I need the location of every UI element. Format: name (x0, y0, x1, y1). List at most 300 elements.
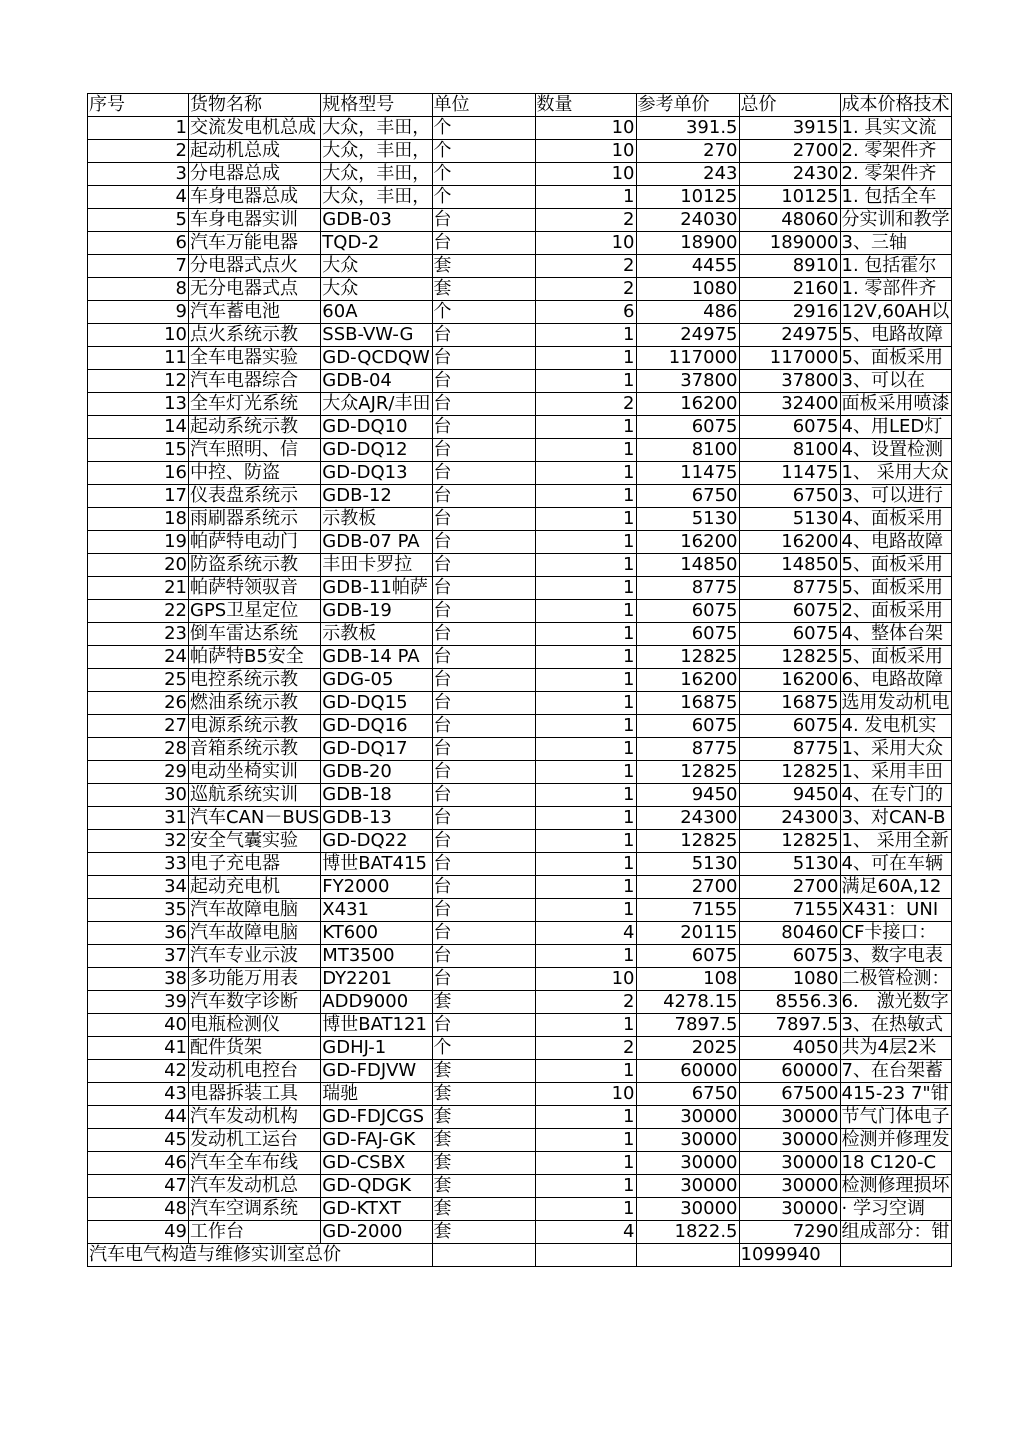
item-quantity[interactable]: 1 (535, 761, 636, 784)
item-quantity[interactable]: 1 (535, 945, 636, 968)
column-header[interactable]: 总价 (739, 94, 840, 117)
item-name[interactable]: 无分电器式点 (189, 278, 321, 301)
item-quantity[interactable]: 10 (535, 140, 636, 163)
empty-cell[interactable] (636, 1244, 739, 1267)
item-name[interactable]: GPS卫星定位 (189, 600, 321, 623)
item-tech-spec[interactable]: 3、对CAN-B (840, 807, 951, 830)
column-header[interactable]: 规格型号 (321, 94, 432, 117)
item-total[interactable]: 6075 (739, 945, 840, 968)
item-total[interactable]: 24300 (739, 807, 840, 830)
item-unit-price[interactable]: 16200 (636, 393, 739, 416)
item-unit-price[interactable]: 30000 (636, 1129, 739, 1152)
row-number[interactable]: 17 (88, 485, 189, 508)
item-unit[interactable]: 台 (432, 393, 535, 416)
item-unit-price[interactable]: 6075 (636, 600, 739, 623)
item-tech-spec[interactable]: 1. 包括全车 (840, 186, 951, 209)
item-quantity[interactable]: 1 (535, 531, 636, 554)
grand-total[interactable]: 1099940 (739, 1244, 840, 1267)
item-unit[interactable]: 台 (432, 1014, 535, 1037)
row-number[interactable]: 2 (88, 140, 189, 163)
row-number[interactable]: 31 (88, 807, 189, 830)
item-unit[interactable]: 个 (432, 301, 535, 324)
item-tech-spec[interactable]: 3、可以进行 (840, 485, 951, 508)
item-spec[interactable]: GD-DQ22 (321, 830, 432, 853)
row-number[interactable]: 35 (88, 899, 189, 922)
item-unit-price[interactable]: 30000 (636, 1152, 739, 1175)
item-spec[interactable]: GD-QDGK (321, 1175, 432, 1198)
row-number[interactable]: 9 (88, 301, 189, 324)
item-tech-spec[interactable]: 共为4层2米 (840, 1037, 951, 1060)
item-name[interactable]: 起动机总成 (189, 140, 321, 163)
row-number[interactable]: 27 (88, 715, 189, 738)
row-number[interactable]: 48 (88, 1198, 189, 1221)
item-unit-price[interactable]: 14850 (636, 554, 739, 577)
row-number[interactable]: 26 (88, 692, 189, 715)
item-unit[interactable]: 台 (432, 347, 535, 370)
item-total[interactable]: 6075 (739, 623, 840, 646)
item-spec[interactable]: 瑞驰 (321, 1083, 432, 1106)
item-quantity[interactable]: 1 (535, 462, 636, 485)
item-spec[interactable]: GD-DQ12 (321, 439, 432, 462)
item-name[interactable]: 工作台 (189, 1221, 321, 1244)
item-total[interactable]: 3915 (739, 117, 840, 140)
item-spec[interactable]: GDB-03 (321, 209, 432, 232)
item-quantity[interactable]: 1 (535, 1198, 636, 1221)
item-total[interactable]: 60000 (739, 1060, 840, 1083)
item-tech-spec[interactable]: 3、三轴 (840, 232, 951, 255)
item-unit[interactable]: 台 (432, 324, 535, 347)
item-tech-spec[interactable]: 5、面板采用 (840, 347, 951, 370)
item-unit[interactable]: 台 (432, 370, 535, 393)
item-unit-price[interactable]: 6750 (636, 485, 739, 508)
item-name[interactable]: 分电器式点火 (189, 255, 321, 278)
item-unit[interactable]: 台 (432, 692, 535, 715)
item-total[interactable]: 8910 (739, 255, 840, 278)
item-quantity[interactable]: 1 (535, 1060, 636, 1083)
item-quantity[interactable]: 10 (535, 968, 636, 991)
item-name[interactable]: 起动系统示教 (189, 416, 321, 439)
item-unit-price[interactable]: 117000 (636, 347, 739, 370)
item-quantity[interactable]: 1 (535, 416, 636, 439)
item-tech-spec[interactable]: 4、整体台架 (840, 623, 951, 646)
item-spec[interactable]: 大众 (321, 278, 432, 301)
item-unit-price[interactable]: 60000 (636, 1060, 739, 1083)
item-unit-price[interactable]: 6075 (636, 945, 739, 968)
row-number[interactable]: 45 (88, 1129, 189, 1152)
item-spec[interactable]: GD-FAJ-GK (321, 1129, 432, 1152)
item-spec[interactable]: GD-FDJVW (321, 1060, 432, 1083)
item-unit-price[interactable]: 5130 (636, 508, 739, 531)
column-header[interactable]: 序号 (88, 94, 189, 117)
item-total[interactable]: 6075 (739, 600, 840, 623)
row-number[interactable]: 39 (88, 991, 189, 1014)
item-tech-spec[interactable]: 节气门体电子 (841, 1106, 950, 1127)
item-unit[interactable]: 台 (432, 209, 535, 232)
item-unit-price[interactable]: 37800 (636, 370, 739, 393)
item-total[interactable]: 48060 (739, 209, 840, 232)
item-name[interactable]: 电瓶检测仪 (189, 1014, 321, 1037)
item-quantity[interactable]: 1 (535, 784, 636, 807)
item-name[interactable]: 帕萨特B5安全 (189, 646, 321, 669)
item-unit[interactable]: 台 (432, 784, 535, 807)
item-unit-price[interactable]: 4278.15 (636, 991, 739, 1014)
item-spec[interactable]: KT600 (321, 922, 432, 945)
item-name[interactable]: 全车电器实验 (189, 347, 321, 370)
item-unit[interactable]: 套 (432, 1106, 535, 1129)
total-label[interactable]: 汽车电气构造与维修实训室总价 (88, 1244, 433, 1267)
item-unit-price[interactable]: 7155 (636, 899, 739, 922)
item-name[interactable]: 汽车空调系统 (189, 1198, 321, 1221)
item-total[interactable]: 12825 (739, 761, 840, 784)
item-unit-price[interactable]: 16875 (636, 692, 739, 715)
column-header[interactable]: 数量 (535, 94, 636, 117)
item-unit[interactable]: 台 (432, 899, 535, 922)
item-quantity[interactable]: 2 (535, 278, 636, 301)
item-unit[interactable]: 台 (432, 462, 535, 485)
row-number[interactable]: 21 (88, 577, 189, 600)
item-name[interactable]: 点火系统示教 (189, 324, 321, 347)
item-unit-price[interactable]: 18900 (636, 232, 739, 255)
row-number[interactable]: 23 (88, 623, 189, 646)
row-number[interactable]: 28 (88, 738, 189, 761)
item-total[interactable]: 24975 (739, 324, 840, 347)
row-number[interactable]: 25 (88, 669, 189, 692)
item-total[interactable]: 11475 (739, 462, 840, 485)
item-spec[interactable]: MT3500 (321, 945, 432, 968)
item-unit-price[interactable]: 24300 (636, 807, 739, 830)
item-unit[interactable]: 套 (432, 1083, 535, 1106)
item-unit[interactable]: 台 (432, 416, 535, 439)
item-tech-spec[interactable]: 6、电路故障 (840, 669, 951, 692)
item-total[interactable]: 6750 (739, 485, 840, 508)
item-quantity[interactable]: 1 (535, 508, 636, 531)
item-total[interactable]: 37800 (739, 370, 840, 393)
item-unit-price[interactable]: 30000 (636, 1175, 739, 1198)
item-total[interactable]: 2430 (739, 163, 840, 186)
item-total[interactable]: 30000 (739, 1129, 840, 1152)
item-tech-spec[interactable]: 4、可在车辆 (840, 853, 951, 876)
item-quantity[interactable]: 2 (535, 209, 636, 232)
item-spec[interactable]: GDB-19 (321, 600, 432, 623)
item-total[interactable]: 6075 (739, 715, 840, 738)
item-quantity[interactable]: 4 (535, 922, 636, 945)
item-quantity[interactable]: 1 (535, 876, 636, 899)
item-unit-price[interactable]: 30000 (636, 1198, 739, 1221)
item-unit-price[interactable]: 1822.5 (636, 1221, 739, 1244)
item-name[interactable]: 汽车全车布线 (189, 1152, 321, 1175)
item-total[interactable]: 30000 (739, 1175, 840, 1198)
row-number[interactable]: 34 (88, 876, 189, 899)
item-tech-spec[interactable]: 1、采用丰田 (840, 761, 951, 784)
row-number[interactable]: 1 (88, 117, 189, 140)
item-total[interactable]: 8775 (739, 577, 840, 600)
item-tech-spec[interactable]: 12V,60AH以 (841, 301, 950, 322)
item-spec[interactable]: 丰田卡罗拉 (321, 554, 432, 577)
item-name[interactable]: 发动机工运台 (189, 1129, 321, 1152)
item-spec[interactable]: 60A (321, 301, 432, 324)
item-quantity[interactable]: 1 (535, 669, 636, 692)
item-unit[interactable]: 台 (432, 623, 535, 646)
item-tech-spec[interactable]: 2. 零架件齐 (840, 140, 951, 163)
item-unit-price[interactable]: 10125 (636, 186, 739, 209)
item-spec[interactable]: GD-DQ17 (321, 738, 432, 761)
item-unit[interactable]: 台 (432, 577, 535, 600)
row-number[interactable]: 29 (88, 761, 189, 784)
item-unit[interactable]: 套 (432, 1129, 535, 1152)
item-spec[interactable]: GDB-20 (321, 761, 432, 784)
item-quantity[interactable]: 1 (535, 1152, 636, 1175)
item-tech-spec[interactable]: 组成部分：钳 (841, 1221, 950, 1242)
item-quantity[interactable]: 10 (535, 117, 636, 140)
item-quantity[interactable]: 1 (535, 186, 636, 209)
item-spec[interactable]: 大众，丰田， (322, 163, 431, 184)
item-name[interactable]: 电器拆装工具 (189, 1083, 321, 1106)
row-number[interactable]: 5 (88, 209, 189, 232)
item-unit-price[interactable]: 2700 (636, 876, 739, 899)
item-unit-price[interactable]: 108 (636, 968, 739, 991)
item-name[interactable]: 起动充电机 (189, 876, 321, 899)
item-total[interactable]: 80460 (739, 922, 840, 945)
item-name[interactable]: 雨刷器系统示 (189, 508, 321, 531)
item-quantity[interactable]: 2 (535, 1037, 636, 1060)
item-spec[interactable]: GDB-04 (321, 370, 432, 393)
item-unit[interactable]: 个 (432, 140, 535, 163)
item-total[interactable]: 4050 (739, 1037, 840, 1060)
item-unit-price[interactable]: 6075 (636, 416, 739, 439)
column-header[interactable]: 货物名称 (189, 94, 321, 117)
item-tech-spec[interactable]: 5、面板采用 (840, 577, 951, 600)
item-unit-price[interactable]: 391.5 (636, 117, 739, 140)
item-total[interactable]: 32400 (739, 393, 840, 416)
item-total[interactable]: 12825 (739, 830, 840, 853)
row-number[interactable]: 11 (88, 347, 189, 370)
item-name[interactable]: 汽车发动机构 (189, 1106, 321, 1129)
item-unit[interactable]: 套 (432, 1221, 535, 1244)
item-unit-price[interactable]: 7897.5 (636, 1014, 739, 1037)
item-tech-spec[interactable]: 2. 零架件齐 (840, 163, 951, 186)
item-spec[interactable]: 示教板 (321, 623, 432, 646)
item-name[interactable]: 电子充电器 (189, 853, 321, 876)
item-unit[interactable]: 台 (432, 853, 535, 876)
row-number[interactable]: 30 (88, 784, 189, 807)
item-total[interactable]: 9450 (739, 784, 840, 807)
item-quantity[interactable]: 1 (535, 646, 636, 669)
item-total[interactable]: 5130 (739, 853, 840, 876)
item-spec[interactable]: GDB-18 (321, 784, 432, 807)
item-tech-spec[interactable]: 满足60A,12 (840, 876, 951, 899)
item-name[interactable]: 电控系统示教 (189, 669, 321, 692)
item-total[interactable]: 12825 (739, 646, 840, 669)
item-name[interactable]: 音箱系统示教 (189, 738, 321, 761)
item-tech-spec[interactable]: 5、电路故障 (840, 324, 951, 347)
item-quantity[interactable]: 1 (535, 1129, 636, 1152)
item-unit[interactable]: 套 (432, 278, 535, 301)
item-name[interactable]: 分电器总成 (189, 163, 321, 186)
item-quantity[interactable]: 10 (535, 1083, 636, 1106)
item-unit[interactable]: 套 (432, 1060, 535, 1083)
item-total[interactable]: 67500 (739, 1083, 840, 1106)
item-spec[interactable]: 博世BAT121 (321, 1014, 432, 1037)
item-quantity[interactable]: 1 (535, 853, 636, 876)
row-number[interactable]: 24 (88, 646, 189, 669)
item-unit-price[interactable]: 20115 (636, 922, 739, 945)
row-number[interactable]: 19 (88, 531, 189, 554)
row-number[interactable]: 46 (88, 1152, 189, 1175)
item-name[interactable]: 配件货架 (189, 1037, 321, 1060)
column-header[interactable]: 参考单价 (636, 94, 739, 117)
column-header[interactable]: 成本价格技术 (841, 94, 950, 115)
item-unit[interactable]: 个 (432, 186, 535, 209)
item-tech-spec[interactable]: 1. 零部件齐 (840, 278, 951, 301)
row-number[interactable]: 49 (88, 1221, 189, 1244)
item-name[interactable]: 中控、防盗 (189, 462, 321, 485)
row-number[interactable]: 16 (88, 462, 189, 485)
item-spec[interactable]: X431 (321, 899, 432, 922)
item-tech-spec[interactable]: 1. 具实文流 (840, 117, 951, 140)
item-unit[interactable]: 台 (432, 439, 535, 462)
item-spec[interactable]: GD-DQ15 (321, 692, 432, 715)
item-total[interactable]: 2700 (739, 140, 840, 163)
item-spec[interactable]: GD-FDJCGS (321, 1106, 432, 1129)
row-number[interactable]: 7 (88, 255, 189, 278)
item-total[interactable]: 2700 (739, 876, 840, 899)
item-unit-price[interactable]: 1080 (636, 278, 739, 301)
item-tech-spec[interactable]: 7、在台架蓄 (840, 1060, 951, 1083)
item-name[interactable]: 帕萨特领驭音 (189, 577, 321, 600)
item-total[interactable]: 30000 (739, 1198, 840, 1221)
item-tech-spec[interactable]: CF卡接口： (840, 922, 951, 945)
item-quantity[interactable]: 2 (535, 991, 636, 1014)
item-spec[interactable]: GDHJ-1 (321, 1037, 432, 1060)
row-number[interactable]: 12 (88, 370, 189, 393)
item-name[interactable]: 车身电器实训 (189, 209, 321, 232)
column-header[interactable]: 单位 (432, 94, 535, 117)
item-total[interactable]: 6075 (739, 416, 840, 439)
item-unit-price[interactable]: 24030 (636, 209, 739, 232)
item-total[interactable]: 7290 (739, 1221, 840, 1244)
item-unit[interactable]: 台 (432, 232, 535, 255)
item-tech-spec[interactable]: 4、电路故障 (840, 531, 951, 554)
row-number[interactable]: 14 (88, 416, 189, 439)
item-total[interactable]: 10125 (739, 186, 840, 209)
item-total[interactable]: 16200 (739, 669, 840, 692)
item-name[interactable]: 发动机电控台 (189, 1060, 321, 1083)
row-number[interactable]: 6 (88, 232, 189, 255)
item-tech-spec[interactable]: 4、用LED灯 (840, 416, 951, 439)
item-name[interactable]: 电动坐椅实训 (189, 761, 321, 784)
item-name[interactable]: 倒车雷达系统 (189, 623, 321, 646)
item-quantity[interactable]: 1 (535, 692, 636, 715)
item-unit[interactable]: 个 (432, 163, 535, 186)
item-unit[interactable]: 台 (432, 807, 535, 830)
item-tech-spec[interactable]: 5、面板采用 (840, 554, 951, 577)
item-name[interactable]: 巡航系统实训 (189, 784, 321, 807)
item-name[interactable]: 汽车故障电脑 (189, 922, 321, 945)
row-number[interactable]: 37 (88, 945, 189, 968)
item-total[interactable]: 16875 (739, 692, 840, 715)
item-tech-spec[interactable]: 1、采用大众 (840, 738, 951, 761)
item-quantity[interactable]: 1 (535, 1106, 636, 1129)
item-quantity[interactable]: 1 (535, 1175, 636, 1198)
item-unit[interactable]: 个 (432, 117, 535, 140)
item-unit-price[interactable]: 30000 (636, 1106, 739, 1129)
item-unit[interactable]: 台 (432, 554, 535, 577)
item-total[interactable]: 7897.5 (739, 1014, 840, 1037)
item-quantity[interactable]: 1 (535, 347, 636, 370)
item-quantity[interactable]: 1 (535, 485, 636, 508)
item-tech-spec[interactable]: 3、数字电表 (840, 945, 951, 968)
row-number[interactable]: 3 (88, 163, 189, 186)
row-number[interactable]: 38 (88, 968, 189, 991)
item-tech-spec[interactable]: 18 C120-C (840, 1152, 951, 1175)
item-tech-spec[interactable]: 415-23 7"钳 (840, 1083, 951, 1106)
item-unit[interactable]: 台 (432, 646, 535, 669)
item-unit-price[interactable]: 6750 (636, 1083, 739, 1106)
item-unit[interactable]: 台 (432, 738, 535, 761)
item-quantity[interactable]: 1 (535, 807, 636, 830)
item-unit[interactable]: 台 (432, 761, 535, 784)
item-unit[interactable]: 台 (432, 531, 535, 554)
item-name[interactable]: 交流发电机总成 (189, 117, 321, 140)
item-name[interactable]: 汽车数字诊断 (189, 991, 321, 1014)
row-number[interactable]: 18 (88, 508, 189, 531)
item-unit[interactable]: 套 (432, 1152, 535, 1175)
item-quantity[interactable]: 6 (535, 301, 636, 324)
item-tech-spec[interactable]: 面板采用喷漆 (841, 393, 950, 414)
item-spec[interactable]: 大众，丰田， (322, 186, 431, 207)
item-spec[interactable]: GD-DQ10 (321, 416, 432, 439)
item-spec[interactable]: GD-DQ13 (321, 462, 432, 485)
item-tech-spec[interactable]: 3、在热敏式 (840, 1014, 951, 1037)
item-tech-spec[interactable]: 6． 激光数字 (840, 991, 951, 1014)
row-number[interactable]: 41 (88, 1037, 189, 1060)
item-quantity[interactable]: 1 (535, 439, 636, 462)
item-name[interactable]: 防盗系统示教 (189, 554, 321, 577)
item-spec[interactable]: 大众AJR/丰田 (322, 393, 431, 414)
item-spec[interactable]: GD-QCDQW (321, 347, 432, 370)
item-unit-price[interactable]: 6075 (636, 715, 739, 738)
row-number[interactable]: 33 (88, 853, 189, 876)
item-unit-price[interactable]: 9450 (636, 784, 739, 807)
item-quantity[interactable]: 1 (535, 830, 636, 853)
item-unit-price[interactable]: 5130 (636, 853, 739, 876)
item-unit[interactable]: 台 (432, 600, 535, 623)
item-name[interactable]: 汽车故障电脑 (189, 899, 321, 922)
item-unit-price[interactable]: 16200 (636, 531, 739, 554)
item-name[interactable]: 汽车电器综合 (189, 370, 321, 393)
item-spec[interactable]: TQD-2 (321, 232, 432, 255)
item-quantity[interactable]: 10 (535, 232, 636, 255)
item-spec[interactable]: 大众 (321, 255, 432, 278)
row-number[interactable]: 32 (88, 830, 189, 853)
item-total[interactable]: 8556.3 (739, 991, 840, 1014)
item-quantity[interactable]: 1 (535, 370, 636, 393)
item-unit[interactable]: 套 (432, 1198, 535, 1221)
item-quantity[interactable]: 2 (535, 255, 636, 278)
item-quantity[interactable]: 1 (535, 577, 636, 600)
item-spec[interactable]: FY2000 (321, 876, 432, 899)
item-tech-spec[interactable]: 分实训和教学 (841, 209, 950, 230)
item-total[interactable]: 1080 (739, 968, 840, 991)
item-spec[interactable]: GD-KTXT (321, 1198, 432, 1221)
item-total[interactable]: 16200 (739, 531, 840, 554)
item-unit-price[interactable]: 11475 (636, 462, 739, 485)
item-tech-spec[interactable]: 二极管检测： (841, 968, 950, 989)
item-total[interactable]: 8775 (739, 738, 840, 761)
item-quantity[interactable]: 1 (535, 324, 636, 347)
item-tech-spec[interactable]: 5、面板采用 (840, 646, 951, 669)
item-tech-spec[interactable]: X431：UNI (840, 899, 951, 922)
